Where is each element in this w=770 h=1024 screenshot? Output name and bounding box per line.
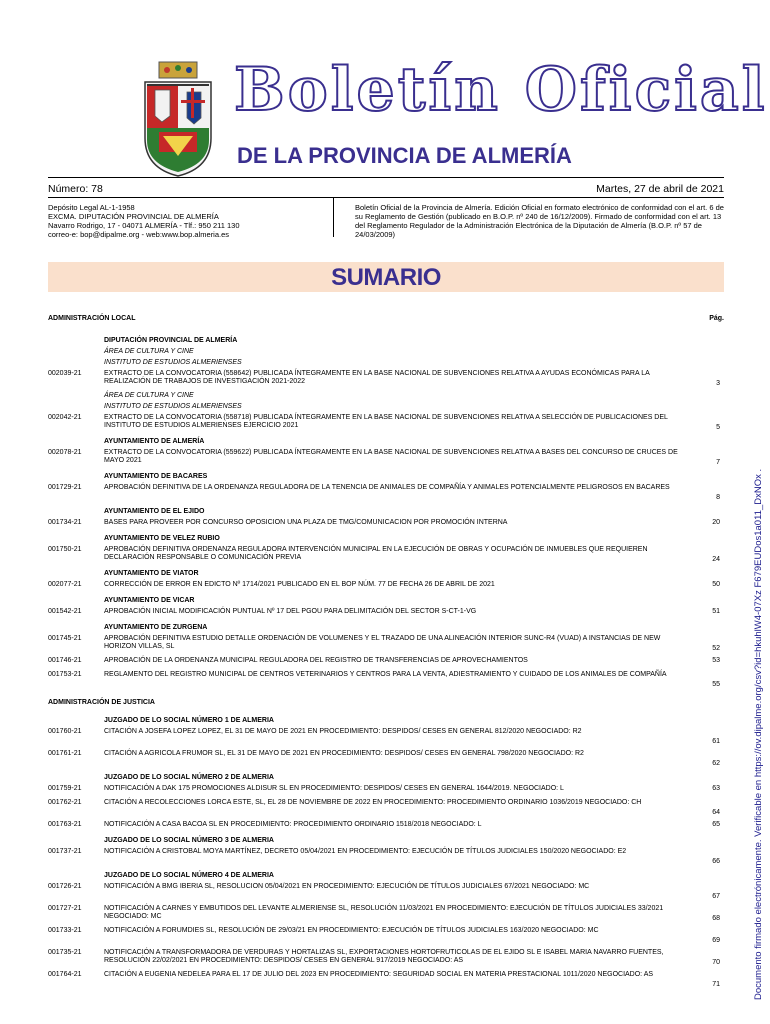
entry-title: APROBACIÓN DEFINITIVA DE LA ORDENANZA REGULADORA DE LA TENENCIA DE ANIMALES DE COMPAÑÍA Y ANIMALES POTENCIALMENTE PELIGROSOS EN BACARES [104, 484, 670, 491]
publisher-contact: correo-e: bop@dipalme.org - web:www.bop.almeria.es [48, 230, 230, 239]
entry-code: 001729-21 [48, 484, 82, 491]
entry-page: 24 [712, 556, 720, 563]
entry-page: 62 [712, 760, 720, 767]
entry-title: BASES PARA PROVEER POR CONCURSO OPOSICION UNA PLAZA DE TMG/COMUNICACION POR PROMOCIÓN INTERNA [104, 519, 508, 526]
entry-page: 50 [712, 581, 720, 588]
entry-title: CITACIÓN A AGRICOLA FRUMOR SL, EL 31 DE MAYO DE 2021 EN PROCEDIMIENTO: DESPIDOS/ CESES EN GENERAL 798/2020 NEGOCIADO: R2 [104, 750, 584, 757]
entry-code: 001750-21 [48, 546, 82, 553]
entry-title: NOTIFICACIÓN A DAK 175 PROMOCIONES ALDISUR SL EN PROCEDIMIENTO: DESPIDOS/ CESES EN GENERAL 1644/2019. NEGOCIADO: L [104, 785, 564, 792]
masthead [0, 0, 770, 180]
publisher-address: Navarro Rodrigo, 17 - 04071 ALMERÍA - Tlf.: 950 211 130 [48, 221, 240, 230]
meta-top-divider [48, 197, 724, 198]
issuer-heading: DIPUTACIÓN PROVINCIAL DE ALMERÍA [104, 337, 238, 344]
entry-code: 001734-21 [48, 519, 82, 526]
legal-deposit: Depósito Legal AL-1-1958 [48, 203, 135, 212]
entry-page: 71 [712, 981, 720, 988]
entry-title: CORRECCIÓN DE ERROR EN EDICTO Nº 1714/2021 PUBLICADO EN EL BOP NÚM. 77 DE FECHA 26 DE ABRIL DE 2021 [104, 581, 495, 588]
issuer-heading: AYUNTAMIENTO DE BACARES [104, 473, 208, 480]
entry-page: 63 [712, 785, 720, 792]
issuer-heading: JUZGADO DE LO SOCIAL NÚMERO 3 DE ALMERIA [104, 837, 274, 844]
entry-code: 001737-21 [48, 848, 82, 855]
meta-vertical-divider [333, 197, 334, 237]
entry-title: EXTRACTO DE LA CONVOCATORIA (559622) PUBLICADA ÍNTEGRAMENTE EN LA BASE NACIONAL DE SUBVENCIONES RELATIVA A BASES DEL CONCURSO DE CRUCES DE MAYO 2021 [104, 449, 678, 464]
page-column-heading: Pág. [709, 315, 724, 322]
entry-code: 002077-21 [48, 581, 82, 588]
section-heading: ADMINISTRACIÓN DE JUSTICIA [48, 699, 155, 706]
entry-title: APROBACIÓN DEFINITIVA ESTUDIO DETALLE ORDENACIÓN DE VOLUMENES Y EL TRAZADO DE UNA ALINEACIÓN INTERIOR SUNC-R4 (VUAD) A INSTANCIAS DE NEW HORIZON VILLAS, SL [104, 635, 661, 650]
edition-notice: Boletín Oficial de la Provincia de Almería. Edición Oficial en formato electrónico de conformidad con el art. 6 de su Reglamento de Gestión (publicado en B.O.P. nº 240 de 16/12/2009). Firmado de conformidad con el art. 13 del Reglamento Regulador de la Administración Electrónica de la Diputación de Almería (B.O.P. nº 57 de 24/03/2009) [355, 203, 724, 239]
entry-code: 001762-21 [48, 799, 82, 806]
entry-page: 64 [712, 809, 720, 816]
entry-page: 5 [716, 424, 720, 431]
entry-title: CITACIÓN A EUGENIA NEDELEA PARA EL 17 DE JULIO DEL 2023 EN PROCEDIMIENTO: SEGURIDAD SOCIAL EN MATERIA PRESTACIONAL 1011/2020 NEGOCIADO: AS [104, 971, 654, 978]
entry-code: 001727-21 [48, 905, 82, 912]
issue-number: Número: 78 [48, 183, 103, 195]
entry-page: 70 [712, 959, 720, 966]
entry-title: NOTIFICACIÓN A TRANSFORMADORA DE VERDURAS Y HORTALIZAS SL, EXPORTACIONES HORTOFRUTICOLAS DE EL EJIDO SL E ISABEL MARIA NAVARRO FUENTES, RESOLUCIÓN 22/02/2021 EN PROCEDIMIENTO: DESPIDOS/ CESES EN GENERAL 917/2019 NEGOCIADO: AS [104, 949, 664, 964]
department-heading: INSTITUTO DE ESTUDIOS ALMERIENSES [104, 359, 242, 366]
issue-date: Martes, 27 de abril de 2021 [596, 183, 724, 195]
department-heading: ÁREA DE CULTURA Y CINE [104, 348, 194, 355]
issuer-heading: AYUNTAMIENTO DE VIATOR [104, 570, 199, 577]
entry-code: 001763-21 [48, 821, 82, 828]
entry-title: REGLAMENTO DEL REGISTRO MUNICIPAL DE CENTROS VETERINARIOS Y CENTROS PARA LA VENTA, ADIESTRAMIENTO Y CUIDADO DE LOS ANIMALES DE COMPAÑÍA [104, 671, 667, 678]
issuer-heading: AYUNTAMIENTO DE ZURGENA [104, 624, 208, 631]
entry-title: CITACIÓN A JOSEFA LOPEZ LOPEZ, EL 31 DE MAYO DE 2021 EN PROCEDIMIENTO: DESPIDOS/ CESES EN GENERAL 812/2020 NEGOCIADO: R2 [104, 728, 582, 735]
issuer-heading: JUZGADO DE LO SOCIAL NÚMERO 4 DE ALMERIA [104, 872, 274, 879]
entry-code: 001746-21 [48, 657, 82, 664]
entry-title: APROBACIÓN DEFINITIVA ORDENANZA REGULADORA INTERVENCIÓN MUNICIPAL EN LA EJECUCIÓN DE OBRAS Y OCUPACIÓN DE INMUEBLES QUE REQUIEREN DECLARACIÓN RESPONSABLE O COMUNICACIÓN PREVIA [104, 546, 648, 561]
issuer-heading: JUZGADO DE LO SOCIAL NÚMERO 2 DE ALMERIA [104, 774, 274, 781]
entry-page: 67 [712, 893, 720, 900]
department-heading: INSTITUTO DE ESTUDIOS ALMERIENSES [104, 403, 242, 410]
entry-page: 55 [712, 681, 720, 688]
entry-code: 001542-21 [48, 608, 82, 615]
entry-title: APROBACIÓN DE LA ORDENANZA MUNICIPAL REGULADORA DEL REGISTRO DE TRANSFERENCIAS DE APROVECHAMIENTOS [104, 657, 528, 664]
masthead-title: Boletín Oficial [234, 55, 768, 125]
entry-page: 7 [716, 459, 720, 466]
entry-page: 8 [716, 494, 720, 501]
entry-page: 53 [712, 657, 720, 664]
entry-title: NOTIFICACIÓN A CASA BACOA SL EN PROCEDIMIENTO: PROCEDIMIENTO ORDINARIO 1518/2018 NEGOCIADO: L [104, 821, 482, 828]
masthead-subtitle: DE LA PROVINCIA DE ALMERÍA [237, 143, 572, 168]
entry-page: 52 [712, 645, 720, 652]
entry-title: NOTIFICACIÓN A CRISTOBAL MOYA MARTÍNEZ, DECRETO 05/04/2021 EN PROCEDIMIENTO: EJECUCIÓN DE TÍTULOS JUDICIALES 150/2020 NEGOCIADO: E2 [104, 848, 627, 855]
entry-page: 69 [712, 937, 720, 944]
entry-page: 3 [716, 380, 720, 387]
entry-code: 001735-21 [48, 949, 82, 956]
publisher-name: EXCMA. DIPUTACIÓN PROVINCIAL DE ALMERÍA [48, 212, 219, 221]
entry-code: 001759-21 [48, 785, 82, 792]
entry-code: 001733-21 [48, 927, 82, 934]
entry-title: EXTRACTO DE LA CONVOCATORIA (558642) PUBLICADA ÍNTEGRAMENTE EN LA BASE NACIONAL DE SUBVENCIONES RELATIVA A AYUDAS ECONÓMICAS PARA LA REALIZACIÓN DE TRABAJOS DE INVESTIGACIÓN 2021-2022 [104, 370, 650, 385]
entry-page: 61 [712, 738, 720, 745]
issuer-heading: AYUNTAMIENTO DE VICAR [104, 597, 195, 604]
entry-page: 20 [712, 519, 720, 526]
entry-page: 65 [712, 821, 720, 828]
sumario-title: SUMARIO [331, 264, 441, 291]
entry-page: 66 [712, 858, 720, 865]
entry-title: NOTIFICACIÓN A BMG IBERIA SL, RESOLUCION 05/04/2021 EN PROCEDIMIENTO: EJECUCIÓN DE TÍTULOS JUDICIALES 67/2021 NEGOCIADO: MC [104, 883, 590, 890]
entry-page: 68 [712, 915, 720, 922]
issuer-heading: JUZGADO DE LO SOCIAL NÚMERO 1 DE ALMERIA [104, 717, 274, 724]
entry-title: NOTIFICACIÓN A CARNES Y EMBUTIDOS DEL LEVANTE ALMERIENSE SL, RESOLUCIÓN 11/03/2021 EN PROCEDIMIENTO: EJECUCIÓN DE TÍTULOS JUDICIALES 33/2021 NEGOCIADO: MC [104, 905, 664, 920]
entry-code: 002078-21 [48, 449, 82, 456]
entry-code: 001726-21 [48, 883, 82, 890]
entry-title: APROBACIÓN INICIAL MODIFICACIÓN PUNTUAL Nº 17 DEL PGOU PARA DELIMITACIÓN DEL SECTOR S-CT-1-VG [104, 608, 477, 615]
entry-title: NOTIFICACIÓN A FORUMDIES SL, RESOLUCIÓN DE 29/03/21 EN PROCEDIMIENTO: EJECUCIÓN DE TÍTULOS JUDICIALES 163/2020 NEGOCIADO: MC [104, 927, 599, 934]
entry-code: 001764-21 [48, 971, 82, 978]
entry-code: 001761-21 [48, 750, 82, 757]
entry-title: EXTRACTO DE LA CONVOCATORIA (558718) PUBLICADA ÍNTEGRAMENTE EN LA BASE NACIONAL DE SUBVENCIONES RELATIVA A SELECCIÓN DE PUBLICACIONES DEL INSTITUTO DE ESTUDIOS ALMERIENSES EJERCICIO 2021 [104, 414, 668, 429]
issuer-heading: AYUNTAMIENTO DE ALMERÍA [104, 438, 205, 445]
entry-code: 001753-21 [48, 671, 82, 678]
issuer-heading: AYUNTAMIENTO DE VELEZ RUBIO [104, 535, 220, 542]
department-heading: ÁREA DE CULTURA Y CINE [104, 392, 194, 399]
publisher-info [48, 203, 318, 239]
sumario-banner [48, 262, 724, 292]
entry-page: 51 [712, 608, 720, 615]
header-divider [48, 177, 724, 178]
entry-code: 001745-21 [48, 635, 82, 642]
provincial-crest-logo [137, 60, 219, 178]
entry-title: CITACIÓN A RECOLECCIONES LORCA ESTE, SL, EL 28 DE NOVIEMBRE DE 2022 EN PROCEDIMIENTO: PROCEDIMIENTO ORDINARIO 1036/2019 NEGOCIADO: CH [104, 799, 642, 806]
entry-code: 002039-21 [48, 370, 82, 377]
signature-verification-note: Documento firmado electrónicamente. Verificable en https://ov.dipalme.org/csv?id=hkuhlW4-07Xz F679EUDos1a011_DxNOx . [753, 468, 764, 1000]
section-heading: ADMINISTRACIÓN LOCAL [48, 315, 136, 322]
entry-code: 001760-21 [48, 728, 82, 735]
entry-code: 002042-21 [48, 414, 82, 421]
issuer-heading: AYUNTAMIENTO DE EL EJIDO [104, 508, 205, 515]
